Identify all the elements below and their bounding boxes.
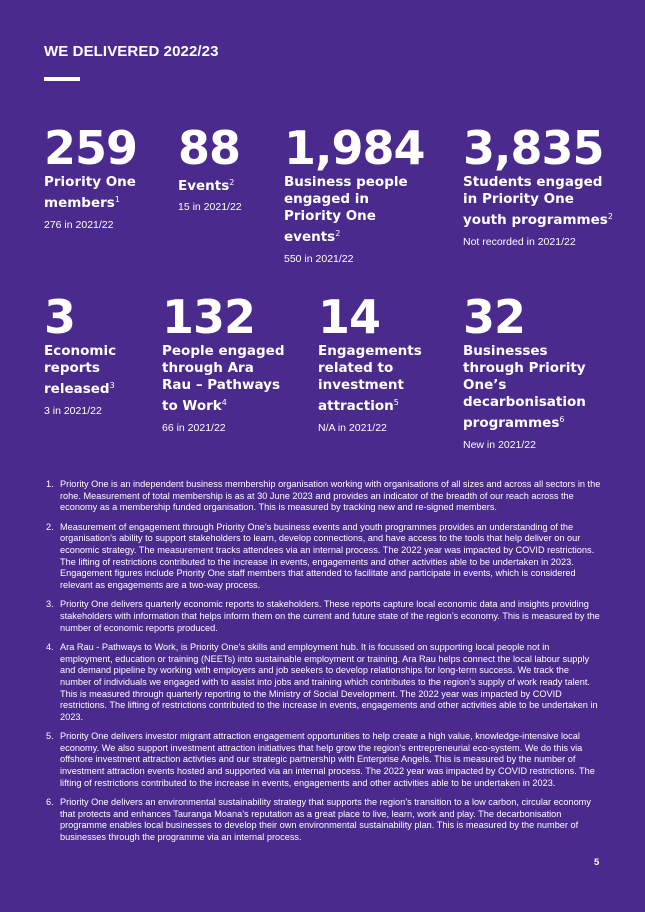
stat-business-people <box>284 121 444 265</box>
stat-previous: N/A in 2021/22 <box>318 422 387 434</box>
stat-label: Events$^2$ <box>178 178 235 194</box>
footnote-item <box>46 797 602 843</box>
stat-previous: New in 2021/22 <box>463 439 536 451</box>
stat-value: 3 <box>44 290 76 344</box>
stat-ara-rau <box>162 290 292 434</box>
stat-label: Priority One members$^1$ <box>44 174 136 211</box>
stat-value: 88 <box>178 121 241 175</box>
stat-label: Businesses through Priority One’s decarbonisation programmes$^6$ <box>463 343 586 431</box>
footnote-ref: 4 <box>221 398 227 407</box>
stat-investment <box>318 290 438 434</box>
stat-events <box>178 121 278 213</box>
footnote-text: Priority One delivers quarterly economic reports to stakeholders. These reports capture local economic data and insights providing stakeholders with information that helps inform them on the current and future state of the region’s economy. This is measured by the number of economic reports produced. <box>60 599 600 633</box>
stat-members <box>44 121 154 231</box>
stat-label: Economic reports released$^3$ <box>44 343 117 397</box>
footnote-number: 1. <box>46 479 54 489</box>
stat-value: 32 <box>463 290 526 344</box>
stat-previous: Not recorded in 2021/22 <box>463 236 576 248</box>
footnote-ref: 2 <box>607 212 613 221</box>
footnote-text: Measurement of engagement through Priority One’s business events and youth programmes provides an understanding of the organisation’s ability to support stakeholders to learn, develop connections, and have access to the tools that help deliver on our economic strategy. The measurement tracks attendees via an internal process. The 2022 year was impacted by COVID restrictions. The lifting of restrictions contributed to the increase in events, engagements and other activities able to be undertaken in 2023. Engagement figures include Priority One staff members that attended to facilitate and participate in events, which is considered relevant as engagements are a two-way process. <box>60 521 595 590</box>
stat-value: 3,835 <box>463 121 604 175</box>
footnote-ref: 2 <box>229 178 235 187</box>
footnote-number: 5. <box>46 731 54 742</box>
footnote-ref: 6 <box>559 415 565 424</box>
stat-decarbonisation <box>463 290 623 451</box>
stat-previous: 276 in 2021/22 <box>44 219 114 231</box>
stat-value: 259 <box>44 121 138 175</box>
footnote-item <box>46 642 602 723</box>
stat-previous: 550 in 2021/22 <box>284 253 354 265</box>
stat-students <box>463 121 623 248</box>
footnote-item <box>46 731 602 789</box>
stat-economic-reports <box>44 290 144 417</box>
footnote-number: 2. <box>46 521 54 532</box>
stat-previous: 66 in 2021/22 <box>162 422 226 434</box>
footnote-item <box>46 479 602 514</box>
page-number: 5 <box>594 857 600 868</box>
stat-value: 14 <box>318 290 381 344</box>
stat-label: Engagements related to investment attraction$^5$ <box>318 343 422 414</box>
footnote-text: Priority One delivers investor migrant attraction engagement opportunities to help create a high value, knowledge-intensive local economy. We also support investment attraction initiatives that help grow the region’s entrepreneurial eco-system. We do this via offshore investment attraction activties and our strategic partnership with Enterprise Angels. This is measured by the number of investment attraction events hosted and supported via an internal process. The 2022 year was impacted by COVID restrictions. The lifting of restrictions contributed to the increase in events, engagements and other activities able to be undertaken in 2023. <box>60 731 595 788</box>
footnote-item <box>46 522 602 592</box>
footnote-item <box>46 599 602 634</box>
footnote-text: Ara Rau - Pathways to Work, is Priority One’s skills and employment hub. It is focussed on supporting local people not in employment, education or training (NEETs) into sustainable employment or training. Ara Rau helps connect the local labour supply and demand pipeline by working with employers and job seekers to develop relationships for long-term success. We track the number of individuals we engaged with to assist into jobs and training which contributes to the region’s supply of work ready talent. This is measured through quarterly reporting to the Ministry of Social Development. The 2022 year was impacted by COVID restrictions. The lifting of restrictions contributed to the increase in events, engagements and other activities able to be undertaken in 2023. <box>60 642 598 722</box>
footnote-text: Priority One delivers an environmental sustainability strategy that supports the region’s transition to a low carbon, circular economy that protects and enhances Tauranga Moana’s reputation as a great place to live, learn, work and play. The decarbonisation programme enables local businesses to develop their own environmental sustainability plan. This is measured by the number of businesses through the programme via an internal process. <box>60 797 591 843</box>
stat-previous: 15 in 2021/22 <box>178 201 242 213</box>
stat-label: People engaged through Ara Rau – Pathways to Work$^4$ <box>162 343 285 414</box>
stat-label: Business people engaged in Priority One events$^2$ <box>284 174 408 245</box>
footnote-number: 6. <box>46 797 54 808</box>
footnotes-list <box>46 479 602 852</box>
footnote-ref: 5 <box>393 398 399 407</box>
footnote-ref: 3 <box>109 381 115 390</box>
section-heading: WE DELIVERED 2022/23 <box>44 43 219 60</box>
stat-value: 1,984 <box>284 121 425 175</box>
stat-label: Students engaged in Priority One youth programmes$^2$ <box>463 174 613 228</box>
stat-previous: 3 in 2021/22 <box>44 405 102 417</box>
footnote-ref: 1 <box>114 195 120 204</box>
footnote-number: 3. <box>46 599 54 610</box>
stat-value: 132 <box>162 290 256 344</box>
heading-underline <box>44 77 80 81</box>
footnote-number: 4. <box>46 642 54 653</box>
footnote-text: Priority One is an independent business membership organisation working with organisations of all sizes and across all sectors in the rohe. Measurement of total membership is as at 30 June 2023 and provides an indicator of the breadth of our reach across the economy as a membership funded organisation. This is measured by tracking new and re-signed members. <box>60 479 601 513</box>
footnote-ref: 2 <box>335 229 341 238</box>
